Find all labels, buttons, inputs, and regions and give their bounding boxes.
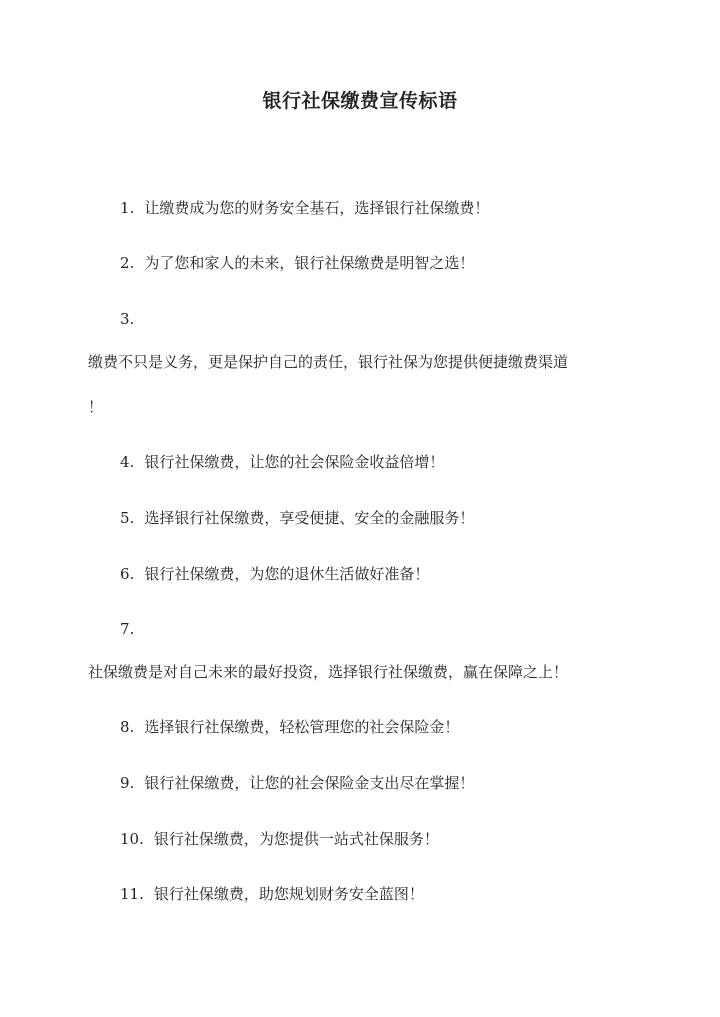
list-item bbox=[120, 716, 459, 738]
list-item bbox=[120, 252, 474, 274]
list-item bbox=[120, 507, 474, 529]
item-number: 9. bbox=[120, 774, 135, 792]
list-item-text-line bbox=[88, 396, 103, 418]
item-number: 2. bbox=[120, 254, 135, 272]
item-number: 4. bbox=[120, 453, 135, 471]
list-item-text-line bbox=[88, 351, 568, 373]
item-number: 11. bbox=[120, 885, 144, 903]
item-number: 3. bbox=[120, 310, 135, 328]
item-number: 10. bbox=[120, 830, 144, 848]
item-text: 银行社保缴费，让您的社会保险金支出尽在掌握！ bbox=[144, 774, 475, 792]
list-item-text-line bbox=[88, 661, 568, 683]
item-number: 6. bbox=[120, 565, 135, 583]
page-title: 银行社保缴费宣传标语 bbox=[262, 90, 458, 112]
item-number: 8. bbox=[120, 718, 135, 736]
item-text: 社保缴费是对自己未来的最好投资，选择银行社保缴费，赢在保障之上！ bbox=[88, 663, 569, 681]
item-text: 银行社保缴费，为您提供一站式社保服务！ bbox=[153, 830, 439, 848]
item-text: 为了您和家人的未来，银行社保缴费是明智之选！ bbox=[144, 254, 475, 272]
item-text: 银行社保缴费，让您的社会保险金收益倍增！ bbox=[144, 453, 445, 471]
list-item bbox=[120, 197, 489, 219]
item-text: 选择银行社保缴费，轻松管理您的社会保险金！ bbox=[144, 718, 460, 736]
item-number: 5. bbox=[120, 509, 135, 527]
list-item-number-line bbox=[120, 308, 134, 330]
list-item bbox=[120, 828, 439, 850]
item-number: 7. bbox=[120, 620, 135, 638]
item-text: 银行社保缴费，助您规划财务安全蓝图！ bbox=[153, 885, 424, 903]
item-number: 1. bbox=[120, 199, 135, 217]
item-text: 缴费不只是义务，更是保护自己的责任，银行社保为您提供便捷缴费渠道 bbox=[88, 353, 569, 371]
list-item-number-line bbox=[120, 618, 134, 640]
item-text: 选择银行社保缴费，享受便捷、安全的金融服务！ bbox=[144, 509, 475, 527]
item-text: 银行社保缴费，为您的退休生活做好准备！ bbox=[144, 565, 430, 583]
list-item bbox=[120, 772, 474, 794]
list-item bbox=[120, 563, 429, 585]
list-item bbox=[120, 883, 424, 905]
item-text-continuation: ！ bbox=[88, 398, 104, 416]
item-text: 让缴费成为您的财务安全基石，选择银行社保缴费！ bbox=[144, 199, 490, 217]
list-item bbox=[120, 451, 444, 473]
